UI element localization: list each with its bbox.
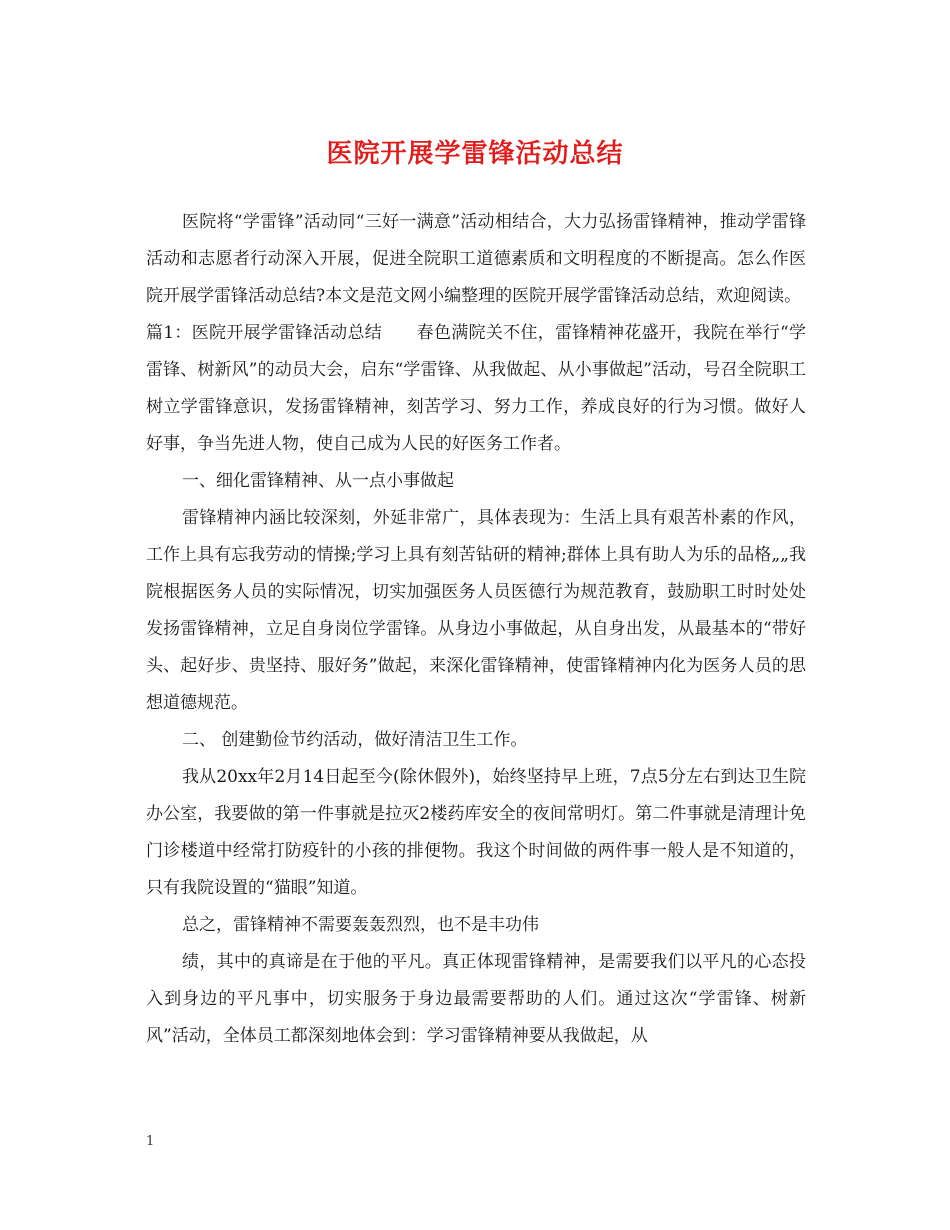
- paragraph-article-1: 篇1：医院开展学雷锋活动总结 春色满院关不住，雷锋精神花盛开，我院在举行“学雷锋、树新风”的动员大会，启东“学雷锋、从我做起、从小事做起”活动，号召全院职工树立学雷锋意识，发扬雷锋精神，刻苦学习、努力工作，养成良好的行为习惯。做好人好事，争当先进人物，使自己成为人民的好医务工作者。: [146, 323, 806, 454]
- paragraph-section-1: 雷锋精神内涵比较深刻，外延非常广，具体表现为：生活上具有艰苦朴素的作风，工作上具有忘我劳动的情操;学习上具有刻苦钻研的精神;群体上具有助人为乐的品格„„我院根据医务人员的实际情况，切实加强医务人员医德行为规范教育，鼓励职工时时处处发扬雷锋精神，立足自身岗位学雷锋。从身边小事做起，从自身出发，从最基本的“带好头、起好步、贵坚持、服好务”做起，来深化雷锋精神，使雷锋精神内化为医务人员的思想道德规范。: [146, 508, 806, 713]
- document-body: [146, 204, 806, 1055]
- paragraph-section-2: 我从20xx年2月14日起至今(除休假外)，始终坚持早上班，7点5分左右到达卫生院办公室，我要做的第一件事就是拉灭2楼药库安全的夜间常明灯。第二件事就是清理计免门诊楼道中经常打防疫针的小孩的排便物。我这个时间做的两件事一般人是不知道的，只有我院设置的“猫眼”知道。: [146, 767, 806, 898]
- section-heading-1: 一、细化雷锋精神、从一点小事做起: [182, 471, 454, 491]
- paragraph-summary-start: 总之，雷锋精神不需要轰轰烈烈，也不是丰功伟: [182, 915, 539, 935]
- paragraph-summary: 绩，其中的真谛是在于他的平凡。真正体现雷锋精神，是需要我们以平凡的心态投入到身边的平凡事中，切实服务于身边最需要帮助的人们。通过这次“学雷锋、树新风”活动，全体员工都深刻地体会到：学习雷锋精神要从我做起，从: [146, 952, 806, 1046]
- document-title: 医院开展学雷锋活动总结: [326, 139, 624, 169]
- paragraph-intro: 医院将“学雷锋”活动同“三好一满意”活动相结合，大力弘扬雷锋精神，推动学雷锋活动和志愿者行动深入开展，促进全院职工道德素质和文明程度的不断提高。怎么作医院开展学雷锋活动总结?本文是范文网小编整理的医院开展学雷锋活动总结，欢迎阅读。: [146, 212, 806, 306]
- section-heading-2: 二、 创建勤俭节约活动，做好清洁卫生工作。: [182, 730, 528, 750]
- page-number: 1: [146, 1134, 155, 1149]
